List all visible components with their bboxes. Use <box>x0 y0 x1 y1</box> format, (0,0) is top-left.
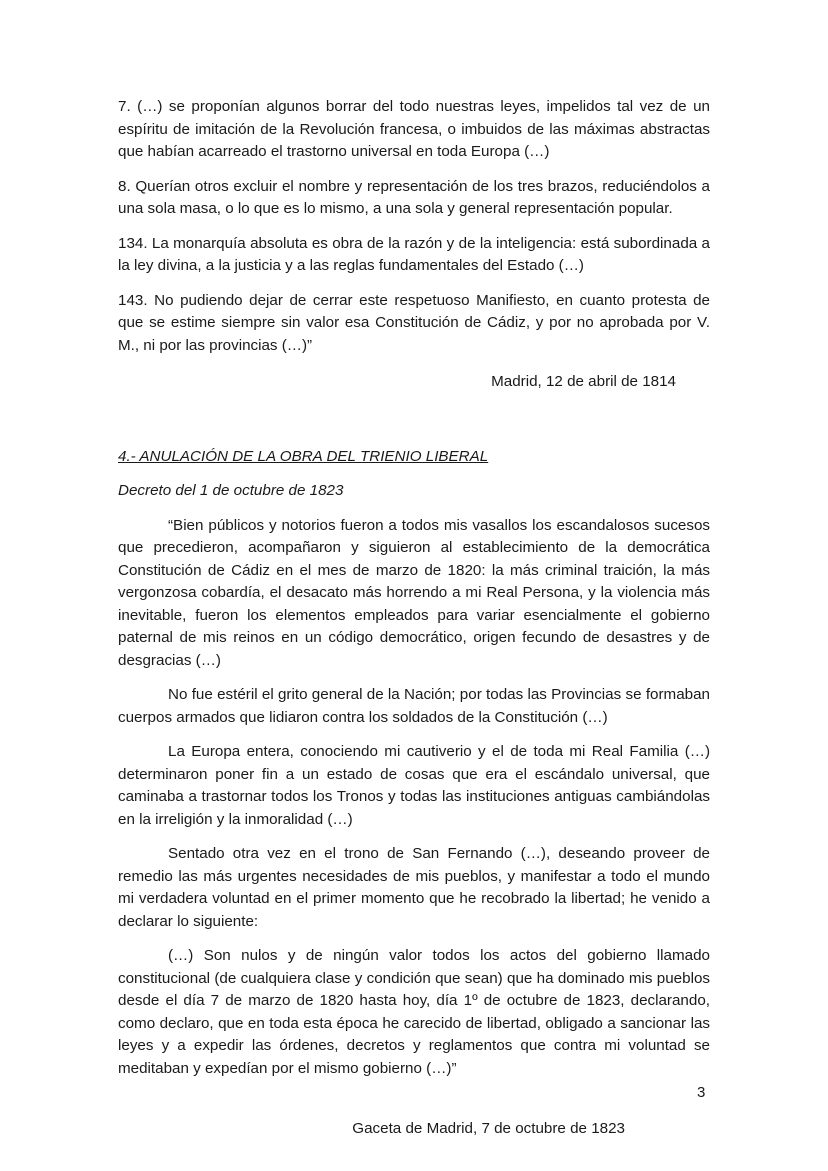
decree-paragraph-1: “Bien públicos y notorios fueron a todos mis vasallos los escandalosos sucesos que precedieron, acompañaron y siguieron al establecimiento de la democrática Constitución de Cádiz en el mes de marzo de 1820: la más criminal traición, la más vergonzosa cobardía, el desacato más horrendo a mi Real Persona, y la violencia más inevitable, fueron los elementos empleados para variar esencialmente el gobierno paternal de mis reinos en un código democrático, origen fecundo de desastres y de desgracias (…) <box>118 516 710 669</box>
decree-subheading: Decreto del 1 de octubre de 1823 <box>118 482 344 499</box>
section-heading: 4.- ANULACIÓN DE LA OBRA DEL TRIENIO LIBERAL <box>118 447 489 465</box>
gazette-signature: Gaceta de Madrid, 7 de octubre de 1823 <box>352 1120 625 1137</box>
manifesto-signature: Madrid, 12 de abril de 1814 <box>491 373 676 390</box>
manifesto-item-134: 134. La monarquía absoluta es obra de la razón y de la inteligencia: está subordinada a la ley divina, a la justicia y a las reglas fundamentales del Estado (…) <box>118 234 710 274</box>
manifesto-item-7: 7. (…) se proponían algunos borrar del todo nuestras leyes, impelidos tal vez de un espíritu de imitación de la Revolución francesa, o imbuidos de las máximas abstractas que habían acarreado el trastorno universal en toda Europa (…) <box>118 98 710 160</box>
decree-paragraph-4: Sentado otra vez en el trono de San Fernando (…), deseando proveer de remedio las más urgentes necesidades de mis pueblos, y manifestar a todo el mundo mi verdadera voluntad en el primer momento que he recobrado la libertad; he venido a declarar lo siguiente: <box>118 845 710 930</box>
decree-paragraph-3: La Europa entera, conociendo mi cautiverio y el de toda mi Real Familia (…) determinaron poner fin a un estado de cosas que era el escándalo universal, que caminaba a trastornar todos los Tronos y todas las instituciones antiguas cambiándolas en la irreligión y la inmoralidad (…) <box>118 743 710 828</box>
document-page <box>118 96 710 1141</box>
manifesto-item-8: 8. Querían otros excluir el nombre y representación de los tres brazos, reduciéndolos a una sola masa, o lo que es lo mismo, a una sola y general representación popular. <box>118 177 710 217</box>
decree-paragraph-5: (…) Son nulos y de ningún valor todos los actos del gobierno llamado constitucional (de cualquiera clase y condición que sean) que ha dominado mis pueblos desde el día 7 de marzo de 1820 hasta hoy, día 1º de octubre de 1823, declarando, como declaro, que en toda esta época he carecido de libertad, obligado a sancionar las leyes y a expedir las órdenes, decretos y reglamentos que contra mi voluntad se meditaban y expedían por el mismo gobierno (…)” <box>118 947 710 1077</box>
page-number: 3 <box>697 1084 706 1101</box>
decree-paragraph-2: No fue estéril el grito general de la Nación; por todas las Provincias se formaban cuerpos armados que lidiaron contra los soldados de la Constitución (…) <box>118 686 710 726</box>
manifesto-item-143: 143. No pudiendo dejar de cerrar este respetuoso Manifiesto, en cuanto protesta de que se estime siempre sin valor esa Constitución de Cádiz, y por no aprobada por V. M., ni por las provincias (…)” <box>118 291 710 354</box>
